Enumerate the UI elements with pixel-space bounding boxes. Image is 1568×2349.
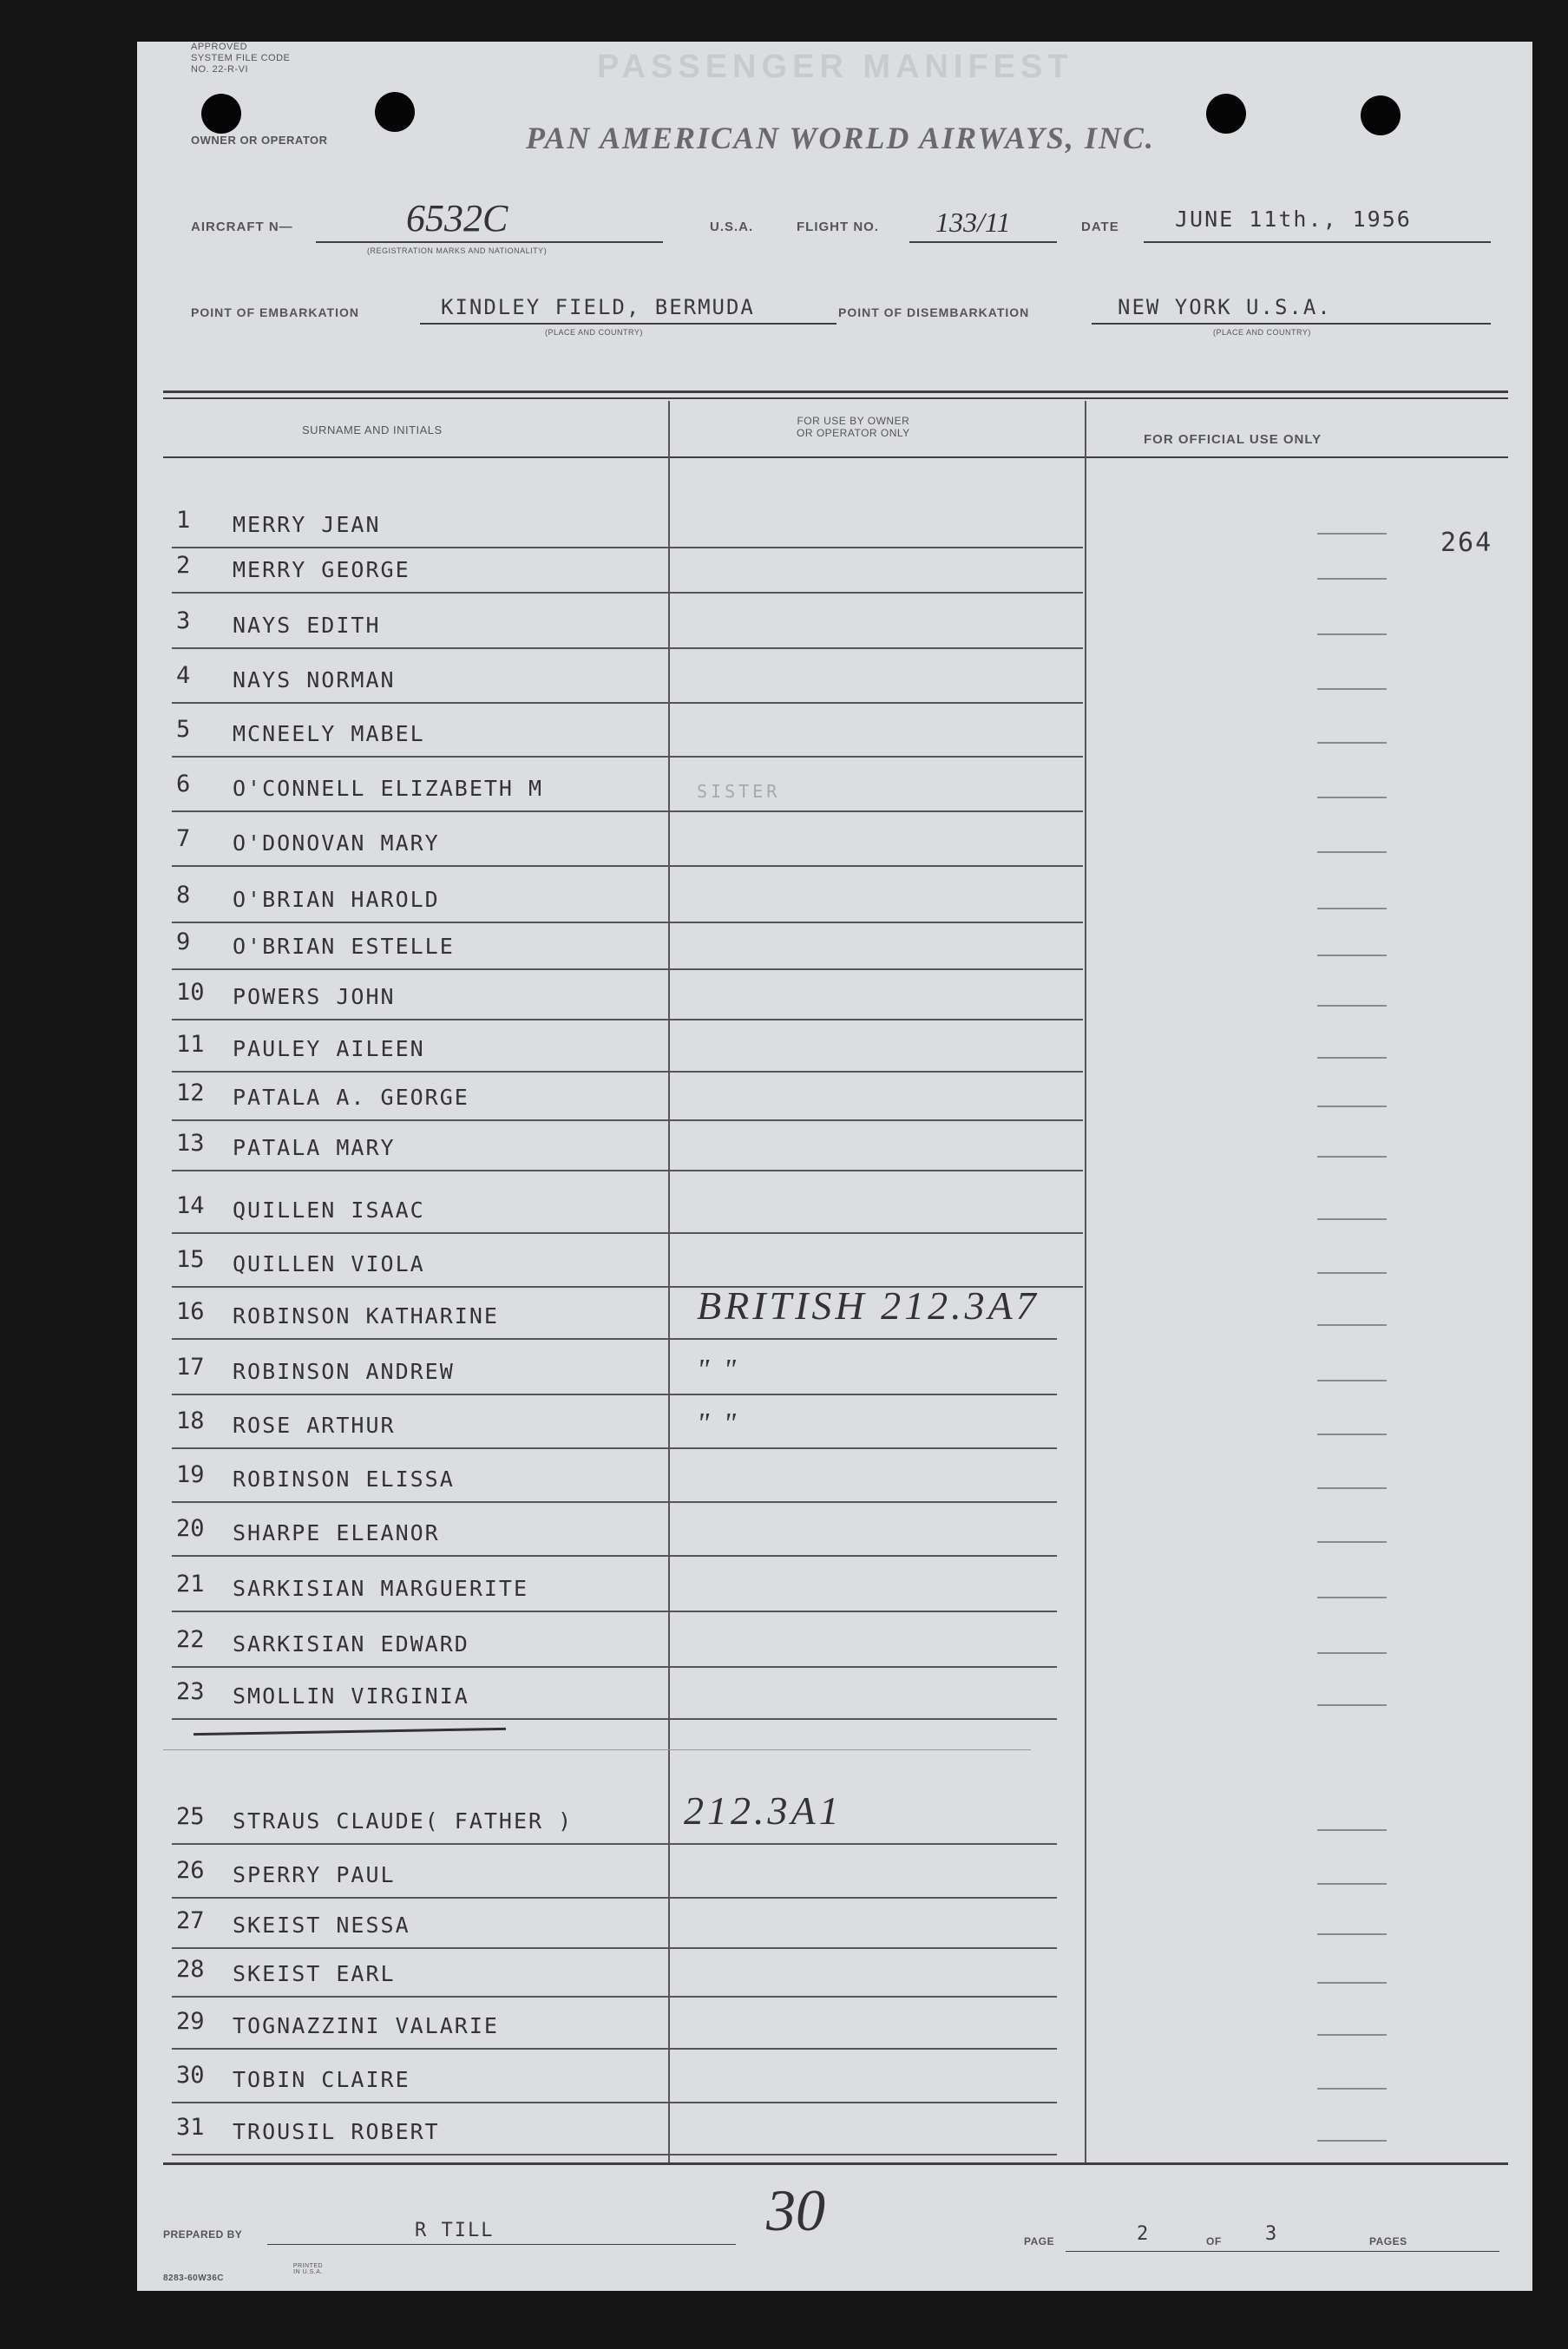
- struck-row-line: [194, 1728, 506, 1736]
- official-tick: [1317, 1652, 1387, 1654]
- official-tick: [1317, 1218, 1387, 1220]
- country-label: U.S.A.: [710, 220, 754, 234]
- passenger-name: SPERRY PAUL: [233, 1862, 396, 1887]
- official-tick: [1317, 1156, 1387, 1158]
- passenger-name: NAYS NORMAN: [233, 667, 396, 692]
- passenger-name: SARKISIAN EDWARD: [233, 1631, 469, 1657]
- passenger-name: O'BRIAN ESTELLE: [233, 934, 455, 959]
- row-rule: [172, 1501, 1057, 1503]
- row-number: 10: [176, 979, 205, 1006]
- official-tick: [1317, 1883, 1387, 1885]
- flight-value: 133/11: [935, 207, 1011, 238]
- passenger-name: PATALA A. GEORGE: [233, 1085, 469, 1110]
- row-rule: [172, 1394, 1057, 1395]
- row-number: 3: [176, 607, 191, 634]
- operator-note: " ": [697, 1354, 740, 1386]
- embark-label: POINT OF EMBARKATION: [191, 305, 359, 319]
- passenger-name: TOGNAZZINI VALARIE: [233, 2013, 499, 2038]
- passenger-name: ROSE ARTHUR: [233, 1413, 396, 1438]
- passenger-name: STRAUS CLAUDE( FATHER ): [233, 1808, 574, 1834]
- passenger-name: MERRY GEORGE: [233, 557, 410, 582]
- punch-hole: [1206, 94, 1246, 134]
- official-tick: [1317, 797, 1387, 798]
- form-code-line: APPROVED: [191, 42, 248, 52]
- row-number: 16: [176, 1298, 205, 1325]
- passenger-name: ROBINSON ANDREW: [233, 1359, 455, 1384]
- operator-note: 212.3A1: [684, 1788, 843, 1833]
- prepared-label: PREPARED BY: [163, 2228, 243, 2241]
- disembark-line: [1092, 323, 1491, 325]
- row-rule: [172, 1666, 1057, 1668]
- passenger-name: ROBINSON KATHARINE: [233, 1303, 499, 1329]
- footer-code: 8283-60W36C: [163, 2274, 224, 2283]
- row-rule: [172, 1071, 1083, 1073]
- row-rule: [172, 1996, 1057, 1998]
- owner-label: OWNER OR OPERATOR: [191, 134, 328, 147]
- table-bottom-rule: [163, 2162, 1508, 2165]
- table-top-rule: [163, 390, 1508, 393]
- row-rule: [172, 1611, 1057, 1612]
- passenger-name: SKEIST NESSA: [233, 1913, 410, 1938]
- date-label: DATE: [1081, 220, 1119, 234]
- pages-label: PAGES: [1369, 2235, 1407, 2247]
- row-rule: [172, 968, 1083, 970]
- row-rule: [163, 1749, 1031, 1750]
- passenger-name: O'DONOVAN MARY: [233, 830, 440, 856]
- aircraft-sub: (REGISTRATION MARKS AND NATIONALITY): [367, 246, 548, 255]
- passenger-name: POWERS JOHN: [233, 984, 396, 1009]
- official-tick: [1317, 2088, 1387, 2090]
- official-tick: [1317, 1324, 1387, 1326]
- col-surname-header: SURNAME AND INITIALS: [302, 423, 443, 436]
- official-tick: [1317, 1829, 1387, 1831]
- passenger-name: SARKISIAN MARGUERITE: [233, 1576, 529, 1601]
- row-rule: [172, 865, 1083, 867]
- official-tick: [1317, 1272, 1387, 1274]
- embark-value: KINDLEY FIELD, BERMUDA: [441, 295, 755, 319]
- row-number: 13: [176, 1130, 205, 1157]
- row-number: 6: [176, 771, 191, 797]
- prepared-line: [267, 2244, 736, 2245]
- row-rule: [172, 1897, 1057, 1899]
- punch-hole: [375, 92, 415, 132]
- col-owner-header-line: FOR USE BY OWNER: [797, 415, 910, 427]
- disembark-value: NEW YORK U.S.A.: [1118, 295, 1332, 319]
- aircraft-label: AIRCRAFT N—: [191, 220, 293, 234]
- row-rule: [172, 756, 1083, 758]
- row-rule: [172, 592, 1083, 594]
- row-rule: [172, 1447, 1057, 1449]
- header-bottom-rule: [163, 456, 1508, 458]
- row-number: 8: [176, 882, 191, 909]
- col-owner-header-line: OR OPERATOR ONLY: [797, 427, 910, 439]
- row-number: 31: [176, 2114, 205, 2141]
- page-value: 2: [1137, 2223, 1151, 2245]
- disembark-sub: (PLACE AND COUNTRY): [1213, 328, 1311, 337]
- passenger-name: ROBINSON ELISSA: [233, 1466, 455, 1492]
- official-tick: [1317, 1982, 1387, 1984]
- row-rule: [172, 810, 1083, 812]
- passenger-name: MERRY JEAN: [233, 512, 381, 537]
- official-tick: [1317, 955, 1387, 956]
- official-tick: [1317, 1597, 1387, 1598]
- manifest-title: PASSENGER MANIFEST: [597, 49, 1073, 85]
- official-tick: [1317, 1487, 1387, 1489]
- row-number: 30: [176, 2062, 205, 2089]
- row-number: 22: [176, 1626, 205, 1653]
- operator-note: " ": [697, 1407, 740, 1440]
- row-number: 29: [176, 2008, 205, 2035]
- official-tick: [1317, 908, 1387, 909]
- passenger-name: SMOLLIN VIRGINIA: [233, 1683, 469, 1709]
- row-number: 12: [176, 1079, 205, 1106]
- official-tick: [1317, 1933, 1387, 1935]
- row-rule: [172, 2048, 1057, 2050]
- official-tick: [1317, 1380, 1387, 1381]
- form-code: [191, 42, 290, 75]
- passenger-name: PATALA MARY: [233, 1135, 396, 1160]
- form-code-line: NO. 22-R-VI: [191, 64, 249, 75]
- punch-hole: [1361, 95, 1401, 135]
- page-line: [1066, 2251, 1499, 2252]
- flight-label: FLIGHT NO.: [797, 220, 879, 234]
- punch-hole: [201, 94, 241, 134]
- row-number: 11: [176, 1031, 205, 1058]
- union-stamp: PRINTED IN U.S.A.: [292, 2263, 324, 2275]
- official-tick: [1317, 578, 1387, 580]
- page-label: PAGE: [1024, 2235, 1055, 2247]
- passenger-name: TOBIN CLAIRE: [233, 2067, 410, 2092]
- official-tick: [1317, 633, 1387, 635]
- row-number: 20: [176, 1515, 205, 1542]
- aircraft-value: 6532C: [406, 197, 508, 239]
- row-number: 14: [176, 1192, 205, 1219]
- passenger-name: O'BRIAN HAROLD: [233, 887, 440, 912]
- row-rule: [172, 647, 1083, 649]
- row-rule: [172, 1947, 1057, 1949]
- prepared-value: R TILL: [415, 2220, 495, 2241]
- flight-line: [909, 241, 1057, 243]
- official-tick: [1317, 1704, 1387, 1706]
- row-number: 17: [176, 1354, 205, 1381]
- disembark-label: POINT OF DISEMBARKATION: [838, 305, 1030, 319]
- row-number: 4: [176, 662, 191, 689]
- page-number-mark: 264: [1440, 528, 1493, 558]
- row-rule: [172, 1718, 1057, 1720]
- official-tick: [1317, 1434, 1387, 1435]
- row-rule: [172, 2154, 1057, 2155]
- passenger-name: QUILLEN ISAAC: [233, 1197, 425, 1223]
- passenger-name: O'CONNELL ELIZABETH M: [233, 776, 544, 801]
- company-name: PAN AMERICAN WORLD AIRWAYS, INC.: [526, 121, 1155, 155]
- operator-note: SISTER: [697, 781, 781, 802]
- row-number: 2: [176, 552, 191, 579]
- row-rule: [172, 1232, 1083, 1234]
- operator-note: BRITISH 212.3A7: [697, 1283, 1040, 1328]
- official-tick: [1317, 742, 1387, 744]
- row-number: 27: [176, 1907, 205, 1934]
- row-rule: [172, 922, 1083, 923]
- form-code-line: SYSTEM FILE CODE: [191, 53, 291, 63]
- passenger-name: PAULEY AILEEN: [233, 1036, 425, 1061]
- total-count: 30: [766, 2177, 825, 2243]
- passenger-name: TROUSIL ROBERT: [233, 2119, 440, 2144]
- row-number: 26: [176, 1857, 205, 1884]
- row-number: 1: [176, 507, 191, 534]
- official-tick: [1317, 2034, 1387, 2036]
- row-number: 21: [176, 1571, 205, 1598]
- row-number: 23: [176, 1678, 205, 1705]
- of-value: 3: [1265, 2223, 1279, 2245]
- official-tick: [1317, 851, 1387, 853]
- passenger-name: SKEIST EARL: [233, 1961, 396, 1986]
- aircraft-line: [316, 241, 663, 243]
- official-tick: [1317, 688, 1387, 690]
- table-top-rule: [163, 397, 1508, 399]
- row-number: 25: [176, 1803, 205, 1830]
- row-rule: [172, 1338, 1057, 1340]
- row-rule: [172, 1019, 1083, 1020]
- official-tick: [1317, 1057, 1387, 1059]
- row-rule: [172, 1170, 1083, 1171]
- row-number: 18: [176, 1407, 205, 1434]
- row-rule: [172, 702, 1083, 704]
- passenger-name: QUILLEN VIOLA: [233, 1251, 425, 1276]
- col-owner-header: [797, 415, 910, 439]
- embark-sub: (PLACE AND COUNTRY): [545, 328, 643, 337]
- date-line: [1144, 241, 1491, 243]
- passenger-name: MCNEELY MABEL: [233, 721, 425, 746]
- row-number: 7: [176, 825, 191, 852]
- row-number: 19: [176, 1461, 205, 1488]
- row-rule: [172, 2102, 1057, 2103]
- row-rule: [172, 1843, 1057, 1845]
- of-label: OF: [1206, 2235, 1222, 2247]
- col-official-header: FOR OFFICIAL USE ONLY: [1144, 432, 1322, 447]
- row-rule: [172, 547, 1083, 548]
- row-number: 28: [176, 1956, 205, 1983]
- row-number: 9: [176, 928, 191, 955]
- row-rule: [172, 1119, 1083, 1121]
- row-number: 5: [176, 716, 191, 743]
- official-tick: [1317, 2140, 1387, 2142]
- passenger-name: SHARPE ELEANOR: [233, 1520, 440, 1545]
- official-tick: [1317, 1106, 1387, 1107]
- passenger-name: NAYS EDITH: [233, 613, 381, 638]
- date-value: JUNE 11th., 1956: [1175, 207, 1412, 232]
- official-tick: [1317, 533, 1387, 535]
- row-number: 15: [176, 1246, 205, 1273]
- official-tick: [1317, 1005, 1387, 1007]
- row-rule: [172, 1555, 1057, 1557]
- manifest-page: [137, 42, 1532, 2291]
- official-tick: [1317, 1541, 1387, 1543]
- column-divider: [1085, 401, 1086, 2162]
- embark-line: [420, 323, 836, 325]
